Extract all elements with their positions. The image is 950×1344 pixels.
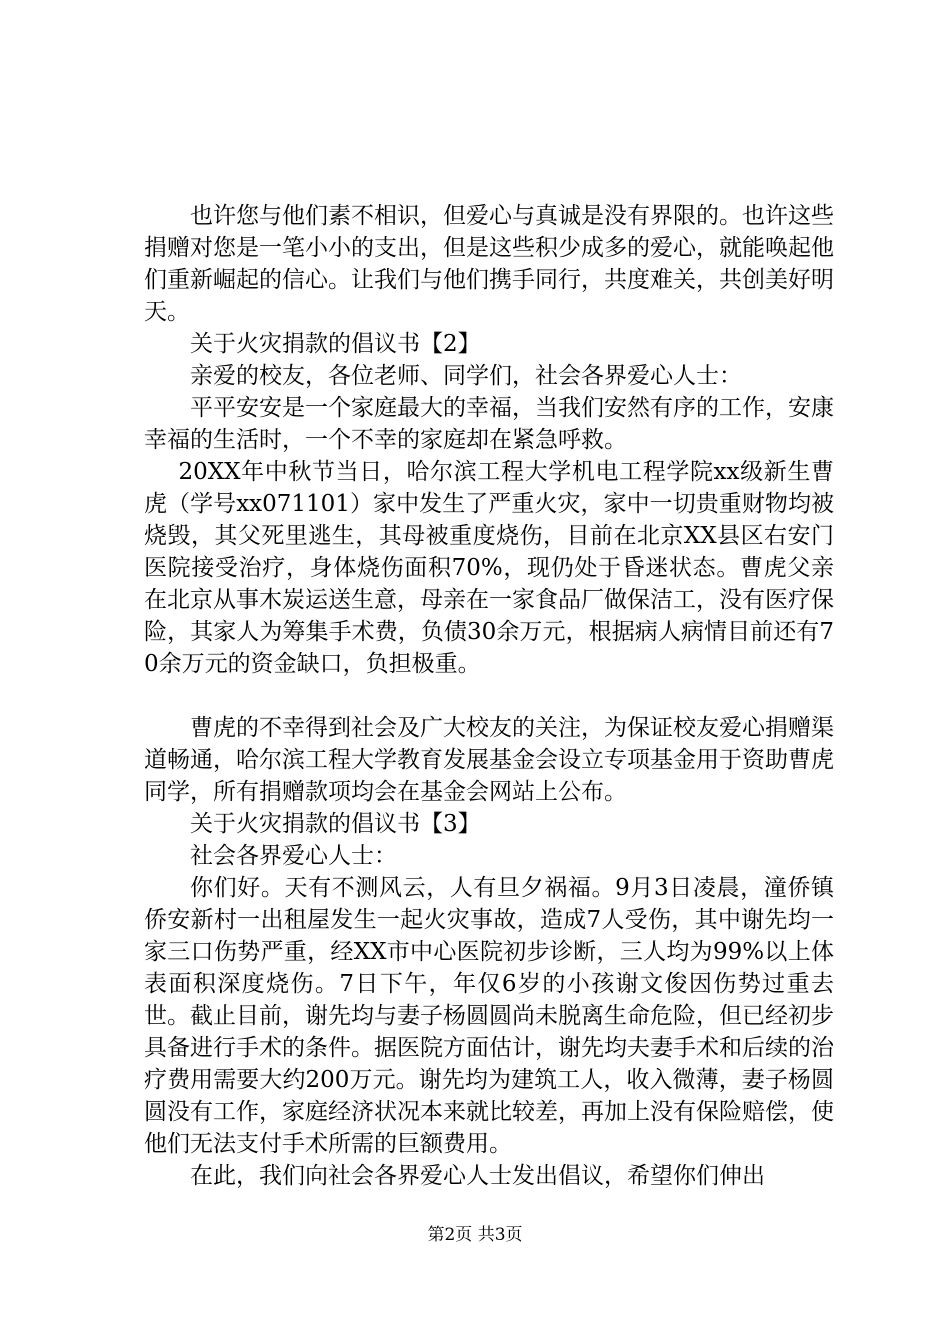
page-indicator: 第2页 共3页: [427, 1225, 523, 1245]
paragraph-fund-2: 曹虎的不幸得到社会及广大校友的关注，为保证校友爱心捐赠渠道畅通，哈尔滨工程大学教育发展基金会设立专项基金用于资助曹虎同学，所有捐赠款项均会在基金会网站上公布。: [144, 715, 834, 805]
paragraph-appeal-3: 在此，我们向社会各界爱心人士发出倡议，希望你们伸出: [190, 1163, 765, 1189]
paragraph-closing-appeal: 也许您与他们素不相识，但爱心与真诚是没有界限的。也许这些捐赠对您是一笔小小的支出，但是这些积少成多的爱心，就能唤起他们重新崛起的信心。让我们与他们携手同行，共度难关，共创美好明天。: [144, 203, 834, 325]
section-heading-3: 关于火灾捐款的倡议书【3】: [190, 811, 481, 837]
paragraph-incident-3: 你们好。天有不测风云，人有旦夕祸福。9月3日凌晨，潼侨镇侨安新村一出租屋发生一起火灾事故，造成7人受伤，其中谢先均一家三口伤势严重，经XX市中心医院初步诊断，三人均为99%以上体表面积深度烧伤。7日下午，年仅6岁的小孩谢文俊因伤势过重去世。截止目前，谢先均与妻子杨圆圆尚未脱离生命危险，但已经初步具备进行手术的条件。据医院方面估计，谢先均夫妻手术和后续的治疗费用需要大约200万元。谢先均为建筑工人，收入微薄，妻子杨圆圆没有工作，家庭经济状况本来就比较差，再加上没有保险赔偿，使他们无法支付手术所需的巨额费用。: [144, 875, 834, 1157]
paragraph-intro-2: 平平安安是一个家庭最大的幸福，当我们安然有序的工作，安康幸福的生活时，一个不幸的家庭却在紧急呼救。: [144, 395, 834, 453]
paragraph-incident-2: 20XX年中秋节当日，哈尔滨工程大学机电工程学院xx级新生曹虎（学号xx071101）家中发生了严重火灾，家中一切贵重财物均被烧毁，其父死里逃生，其母被重度烧伤，目前在北京XX县区右安门医院接受治疗，身体烧伤面积70%，现仍处于昏迷状态。曹虎父亲在北京从事木炭运送生意，母亲在一家食品厂做保洁工，没有医疗保险，其家人为筹集手术费，负债30余万元，根据病人病情目前还有70余万元的资金缺口，负担极重。: [144, 459, 834, 677]
salutation-3: 社会各界爱心人士：: [190, 843, 397, 869]
salutation-2: 亲爱的校友，各位老师、同学们，社会各界爱心人士：: [190, 363, 742, 389]
document-body: [144, 200, 834, 1192]
section-heading-2: 关于火灾捐款的倡议书【2】: [190, 331, 481, 357]
page-footer: [0, 1223, 950, 1247]
